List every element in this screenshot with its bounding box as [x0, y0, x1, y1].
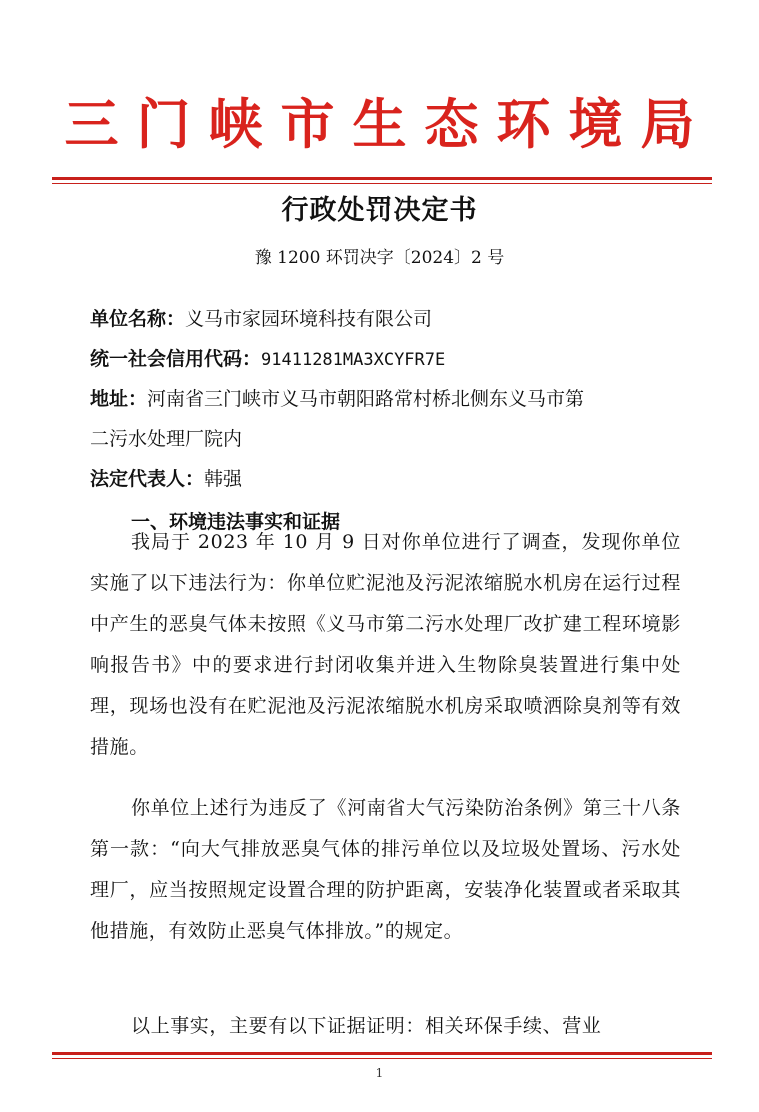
agency-letterhead: 三门峡市生态环境局: [64, 92, 713, 156]
footer-red-rule-thin: [52, 1058, 712, 1059]
header-red-rule-thin: [52, 183, 712, 184]
document-title: 行政处罚决定书: [281, 195, 478, 226]
address-value-part1: 河南省三门峡市义马市朝阳路常村桥北侧东义马市第: [147, 388, 585, 410]
paragraph-investigation: 我局于 2023 年 10 月 9 日对你单位进行了调查，发现你单位实施了以下违法行为：你单位贮泥池及污泥浓缩脱水机房在运行过程中产生的恶臭气体未按照《义马市第二污水处理厂改扩建工程环境影响报告书》中的要求进行封闭收集并进入生物除臭装置进行集中处理，现场也没有在贮泥池及污泥浓缩脱水机房采取喷洒除臭剂等有效措施。: [90, 531, 681, 758]
paragraph-evidence: 以上事实，主要有以下证据证明：相关环保手续、营业: [131, 1015, 602, 1037]
page-number: 1: [375, 1066, 384, 1080]
unit-name-line: [90, 307, 432, 332]
footer-red-rule-thick: [52, 1052, 712, 1055]
header-red-rule-thick: [52, 177, 712, 180]
address-line-1: [90, 387, 584, 412]
legal-rep-value: 韩强: [204, 468, 243, 490]
address-label: 地址：: [90, 388, 148, 410]
credit-code-value: 91411281MA3XCYFR7E: [261, 350, 446, 370]
paragraph-legal-violation: 你单位上述行为违反了《河南省大气污染防治条例》第三十八条第一款：“向大气排放恶臭气体的排污单位以及垃圾处置场、污水处理厂，应当按照规定设置合理的防护距离，安装净化装置或者采取其他措施，有效防止恶臭气体排放。”的规定。: [90, 797, 681, 942]
credit-code-line: [90, 347, 445, 373]
legal-rep-label: 法定代表人：: [90, 468, 205, 490]
document-number: 豫 1200 环罚决字〔2024〕2 号: [254, 248, 505, 268]
section-heading-violation-facts: 一、环境违法事实和证据: [131, 511, 341, 533]
unit-name-label: 单位名称：: [90, 308, 186, 330]
legal-rep-line: [90, 467, 242, 492]
address-line-2: [90, 427, 242, 452]
unit-name-value: 义马市家园环境科技有限公司: [185, 308, 433, 330]
credit-code-label: 统一社会信用代码：: [90, 348, 262, 370]
address-value-part2: 二污水处理厂院内: [90, 428, 243, 450]
